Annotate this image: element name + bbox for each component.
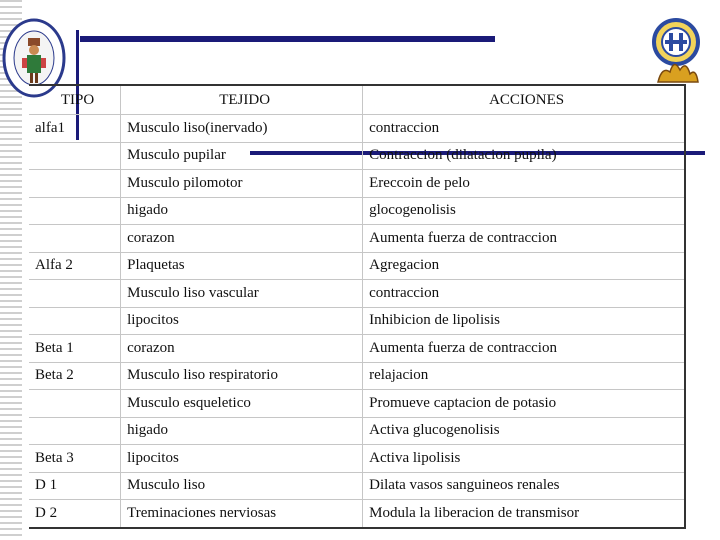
cell-tejido: corazon [121, 335, 363, 363]
table-row [29, 252, 685, 280]
cell-tipo: Beta 1 [29, 335, 121, 363]
cell-tejido: lipocitos [121, 445, 363, 473]
cell-tejido: Musculo pilomotor [121, 170, 363, 198]
cell-tipo [29, 142, 121, 170]
cell-acciones: relajacion [363, 362, 685, 390]
cell-acciones: contraccion [363, 115, 685, 143]
table-row [29, 417, 685, 445]
cell-tejido: Plaquetas [121, 252, 363, 280]
cell-tejido: Musculo liso [121, 472, 363, 500]
cell-tipo [29, 197, 121, 225]
cell-tejido: higado [121, 417, 363, 445]
cell-tipo: alfa1 [29, 115, 121, 143]
cell-tipo [29, 170, 121, 198]
header-tejido: TEJIDO [121, 85, 363, 115]
table-header-row [29, 85, 685, 115]
header-tipo: TIPO [29, 85, 121, 115]
cell-tipo [29, 225, 121, 253]
institution-emblem-icon [648, 16, 704, 84]
cell-tipo [29, 390, 121, 418]
cell-acciones: Aumenta fuerza de contraccion [363, 335, 685, 363]
cell-tejido: Musculo esqueletico [121, 390, 363, 418]
table-row [29, 472, 685, 500]
table-row [29, 500, 685, 528]
cell-acciones: Agregacion [363, 252, 685, 280]
cell-tipo [29, 417, 121, 445]
header-acciones: ACCIONES [363, 85, 685, 115]
table-row [29, 362, 685, 390]
cell-acciones: Aumenta fuerza de contraccion [363, 225, 685, 253]
cell-acciones: Contraccion (dilatacion pupila) [363, 142, 685, 170]
cell-tipo: Alfa 2 [29, 252, 121, 280]
cell-tejido: Treminaciones nerviosas [121, 500, 363, 528]
top-accent-line [80, 36, 495, 42]
cell-tejido: Musculo liso(inervado) [121, 115, 363, 143]
cell-tipo [29, 307, 121, 335]
cell-tejido: Musculo liso vascular [121, 280, 363, 308]
cell-acciones: Activa glucogenolisis [363, 417, 685, 445]
cell-tipo: Beta 3 [29, 445, 121, 473]
table-row [29, 307, 685, 335]
cell-acciones: Ereccoin de pelo [363, 170, 685, 198]
table-row [29, 142, 685, 170]
cell-acciones: Modula la liberacion de transmisor [363, 500, 685, 528]
cell-tejido: lipocitos [121, 307, 363, 335]
cell-tejido: Musculo liso respiratorio [121, 362, 363, 390]
cell-acciones: glocogenolisis [363, 197, 685, 225]
cell-tejido: higado [121, 197, 363, 225]
table-row [29, 197, 685, 225]
table-row [29, 445, 685, 473]
receptor-table [29, 84, 686, 529]
cell-acciones: Inhibicion de lipolisis [363, 307, 685, 335]
cell-acciones: contraccion [363, 280, 685, 308]
cell-acciones: Activa lipolisis [363, 445, 685, 473]
table-row [29, 390, 685, 418]
table-row [29, 170, 685, 198]
cell-tipo: D 2 [29, 500, 121, 528]
cell-tejido: Musculo pupilar [121, 142, 363, 170]
table-row [29, 115, 685, 143]
cell-tejido: corazon [121, 225, 363, 253]
cell-tipo: D 1 [29, 472, 121, 500]
cell-tipo: Beta 2 [29, 362, 121, 390]
table-row [29, 225, 685, 253]
cell-acciones: Promueve captacion de potasio [363, 390, 685, 418]
cell-acciones: Dilata vasos sanguineos renales [363, 472, 685, 500]
cell-tipo [29, 280, 121, 308]
table-row [29, 335, 685, 363]
table-row [29, 280, 685, 308]
